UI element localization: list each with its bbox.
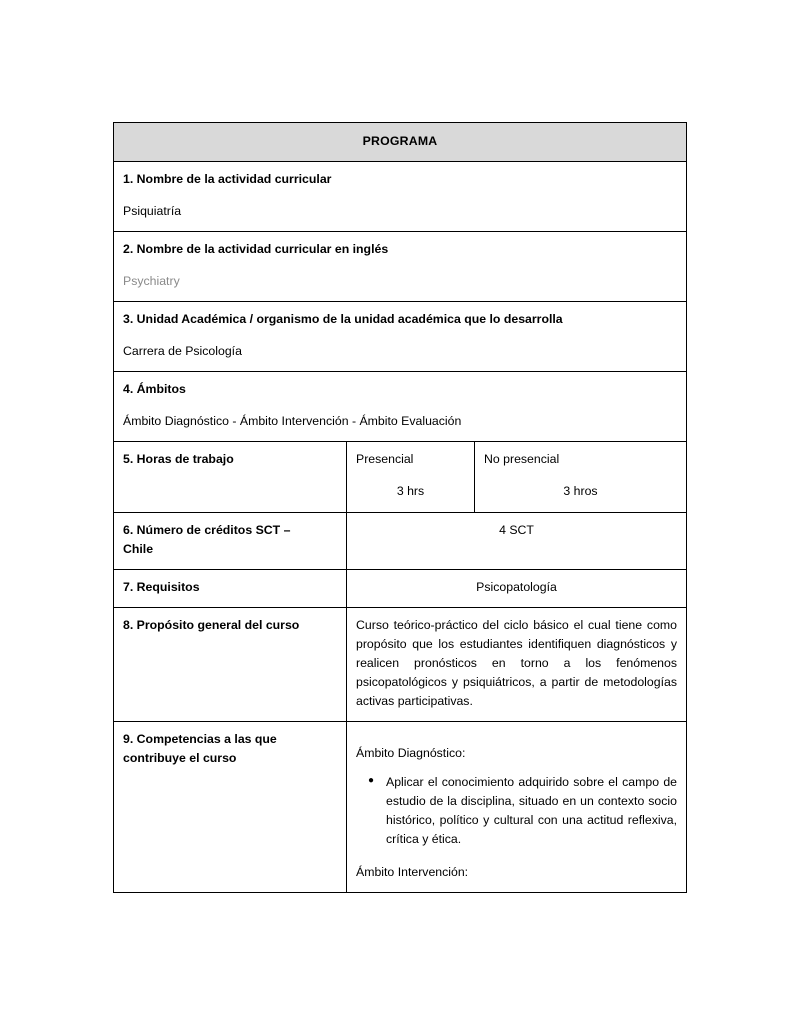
row-value-unidad-academica: Carrera de Psicología [123,344,242,359]
row-value-ambitos: Ámbito Diagnóstico - Ámbito Intervención - Ámbito Evaluación [123,414,462,429]
competencias-section-one-title: Ámbito Diagnóstico: [356,745,466,760]
row-label-creditos-cell [114,512,347,569]
competencias-bullet-list [356,773,677,849]
table-row-ambitos [114,372,687,442]
row-label-horas-trabajo-cell [114,442,347,512]
row-label-competencias-line1: 9. Competencias a las que [123,731,277,746]
row-value-nombre-ingles: Psychiatry [123,274,180,289]
competencias-section-two-title: Ámbito Intervención: [356,865,469,880]
row-gap [123,259,677,272]
row-label-requisitos-cell [114,569,347,607]
row-label-nombre: 1. Nombre de la actividad curricular [123,172,332,187]
program-table [113,122,687,893]
row-label-competencias-cell [114,721,347,892]
program-header-title: PROGRAMA [114,123,687,162]
presencial-label: Presencial [356,452,414,467]
table-row-header [114,123,687,162]
table-row-horas-trabajo [114,442,687,512]
table-row-proposito [114,607,687,721]
row-cell-nombre-ingles [114,232,687,302]
row-value-proposito: Curso teórico-práctico del ciclo básico el cual tiene como propósito que los estudiantes identifiquen diagnósticos y realicen pronósticos en torno a los fenómenos psicopatológicos y psiquiátricos, a partir de metodologías activas participativas. [347,607,687,721]
row-label-creditos-line2: Chile [123,541,154,556]
row-label-creditos-line1: 6. Número de créditos SCT – [123,522,291,537]
presencial-value: 3 hrs [396,484,425,499]
row-value-competencias [347,721,687,892]
no-presencial-label: No presencial [484,452,560,467]
cell-no-presencial [475,442,687,512]
row-gap [123,189,677,202]
table-row-nombre-ingles [114,232,687,302]
table-row-unidad-academica [114,302,687,372]
cell-presencial [347,442,475,512]
row-gap [123,399,677,412]
table-row-creditos [114,512,687,569]
table-row-competencias [114,721,687,892]
row-value-creditos: 4 SCT [347,512,687,569]
no-presencial-value: 3 hros [563,484,598,499]
row-label-horas-trabajo: 5. Horas de trabajo [123,452,234,467]
row-cell-nombre [114,162,687,232]
list-item: ● Aplicar el conocimiento adquirido sobre el campo de estudio de la disciplina, situado en un contexto socio histórico, político y cultural con una actitud reflexiva, crítica y ética. [386,773,677,849]
row-label-unidad-academica: 3. Unidad Académica / organismo de la unidad académica que lo desarrolla [123,312,563,327]
row-label-requisitos: 7. Requisitos [123,579,200,594]
table-row-nombre [114,162,687,232]
row-label-proposito-cell [114,607,347,721]
row-value-requisitos: Psicopatología [347,569,687,607]
row-gap [123,329,677,342]
row-cell-unidad-academica [114,302,687,372]
row-label-proposito: 8. Propósito general del curso [123,617,300,632]
row-label-ambitos: 4. Ámbitos [123,382,186,397]
row-label-nombre-ingles: 2. Nombre de la actividad curricular en inglés [123,242,389,257]
row-value-nombre: Psiquiatría [123,204,182,219]
row-label-competencias-line2: contribuye el curso [123,750,237,765]
row-cell-ambitos [114,372,687,442]
table-row-requisitos [114,569,687,607]
